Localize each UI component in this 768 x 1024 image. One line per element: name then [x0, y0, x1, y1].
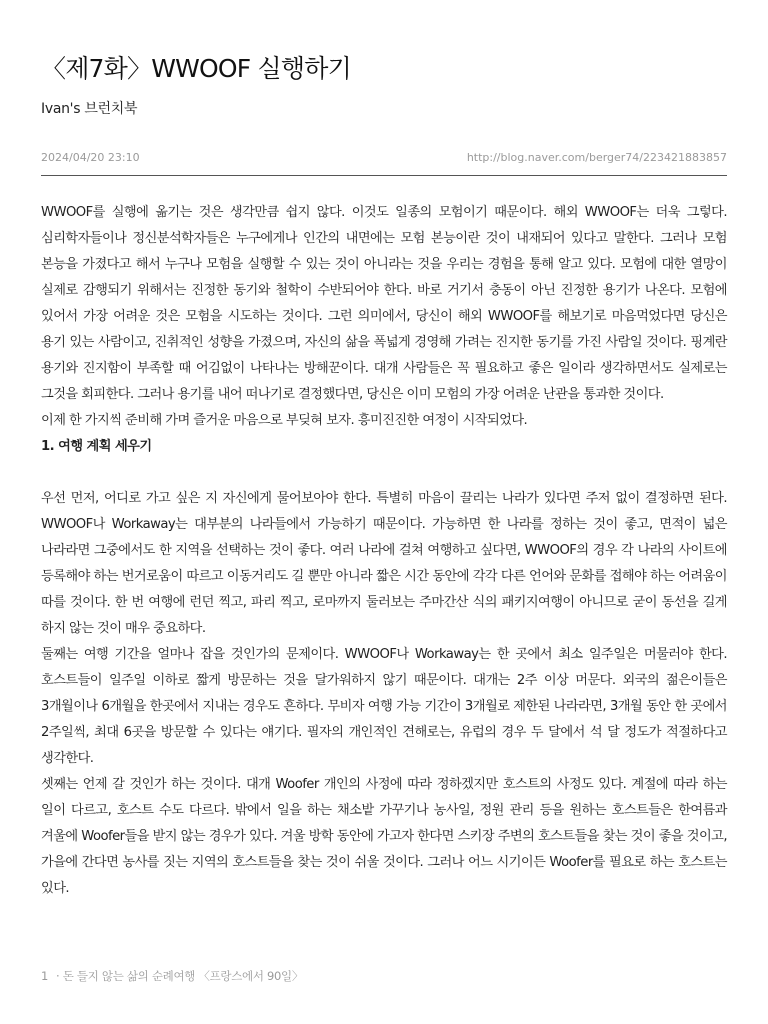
post-title: 〈제7화〉WWOOF 실행하기 — [41, 54, 351, 83]
page-number: 1 — [41, 969, 49, 983]
paragraph-start: 이제 한 가지씩 준비해 가며 즐거운 마음으로 부딪혀 보자. 흥미진진한 여정이 시작되었다. — [41, 413, 528, 428]
post-date: 2024/04/20 23:10 — [41, 151, 140, 164]
post-body — [41, 200, 727, 902]
paragraph-intro: WWOOF를 실행에 옮기는 것은 생각만큼 쉽지 않다. 이것도 일종의 모험이기 때문이다. 해외 WWOOF는 더욱 그렇다. 심리학자들이나 정신분석학자들은 누구에게나 인간의 내면에는 모험 본능이란 것이 내재되어 있다고 말한다. 그러나 모험 본능을 가졌다고 해서 누구나 모험을 실행할 수 있는 것이 아니라는 것을 우리는 경험을 통해 알고 있다. 모험에 대한 열망이 실제로 감행되기 위해서는 진정한 동기와 철학이 수반되어야 한다. 바로 거기서 충동이 아닌 진정한 용기가 나온다. 모험에 있어서 가장 어려운 것은 모험을 시도하는 것이다. 그런 의미에서, 당신이 해외 WWOOF를 해보기로 마음먹었다면 당신은 용기 있는 사람이고, 진취적인 성향을 가졌으며, 자신의 삶을 폭넓게 경영해 가려는 진지한 동기를 가진 사람일 것이다. 핑계란 용기와 진지함이 부족할 때 어김없이 나타나는 방해꾼이다. 대개 사람들은 꼭 필요하고 좋은 일이라 생각하면서도 실제로는 그것을 회피한다. 그러나 용기를 내어 떠나기로 결정했다면, 당신은 이미 모험의 가장 어려운 난관을 통과한 것이다. — [41, 205, 727, 402]
post-url-link[interactable]: http://blog.naver.com/berger74/223421883857 — [466, 151, 727, 164]
post-author[interactable]: Ivan's 브런치북 — [41, 101, 138, 117]
header-divider — [41, 175, 727, 176]
page-footer — [41, 968, 303, 984]
paragraph-destination: 우선 먼저, 어디로 가고 싶은 지 자신에게 물어보아야 한다. 특별히 마음이 끌리는 나라가 있다면 주저 없이 결정하면 된다. WWOOF나 Workaway는 대부분의 나라들에서 가능하기 때문이다. 가능하면 한 나라를 정하는 것이 좋고, 면적이 넓은 나라라면 그중에서도 한 지역을 선택하는 것이 좋다. 여러 나라에 걸쳐 여행하고 싶다면, WWOOF의 경우 각 나라의 사이트에 등록해야 하는 번거로움이 따르고 이동거리도 길 뿐만 아니라 짧은 시간 동안에 각각 다른 언어와 문화를 접해야 하는 어려움이 따를 것이다. 한 번 여행에 런던 찍고, 파리 찍고, 로마까지 둘러보는 주마간산 식의 패키지여행이 아니므로 굳이 동선을 길게 하지 않는 것이 매우 중요하다. — [41, 491, 727, 636]
paragraph-duration: 둘째는 여행 기간을 얼마나 잡을 것인가의 문제이다. WWOOF나 Workaway는 한 곳에서 최소 일주일은 머물러야 한다. 호스트들이 일주일 이하로 짧게 방문하는 것을 달가워하지 않기 때문이다. 대개는 2주 이상 머문다. 외국의 젊은이들은 3개월이나 6개월을 한곳에서 지내는 경우도 흔하다. 무비자 여행 가능 기간이 3개월로 제한된 나라라면, 3개월 동안 한 곳에서 2주일씩, 최대 6곳을 방문할 수 있다는 얘기다. 필자의 개인적인 견해로는, 유럽의 경우 두 달에서 석 달 정도가 적절하다고 생각한다. — [41, 647, 727, 766]
blank-line — [41, 460, 727, 486]
section-heading: 1. 여행 계획 세우기 — [41, 439, 152, 454]
paragraph-timing: 셋째는 언제 갈 것인가 하는 것이다. 대개 Woofer 개인의 사정에 따라 정하겠지만 호스트의 사정도 있다. 계절에 따라 하는 일이 다르고, 호스트 수도 다르다. 밖에서 일을 하는 채소밭 가꾸기나 농사일, 정원 관리 등을 원하는 호스트들은 한여름과 겨울에 Woofer들을 받지 않는 경우가 있다. 겨울 방학 동안에 가고자 한다면 스키장 주변의 호스트들을 찾는 것이 좋을 것이고, 가을에 간다면 농사를 짓는 지역의 호스트들을 찾는 것이 쉬울 것이다. 그러나 어느 시기이든 Woofer를 필요로 하는 호스트는 있다. — [41, 777, 727, 896]
book-title: · 돈 들지 않는 삶의 순례여행 〈프랑스에서 90일〉 — [56, 969, 304, 983]
